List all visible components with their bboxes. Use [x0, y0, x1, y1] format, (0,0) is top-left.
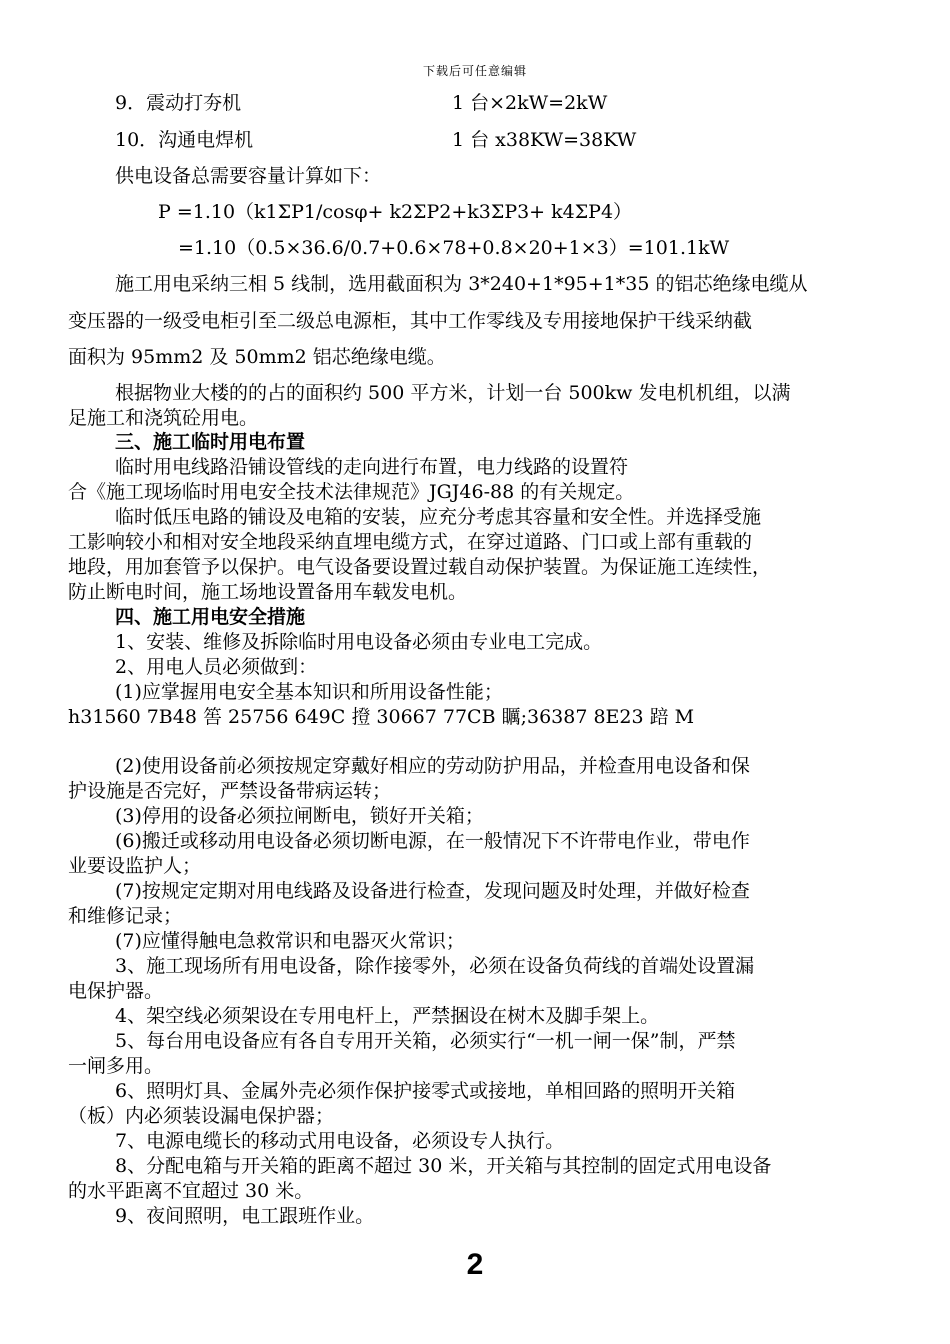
- paragraph-line: 业要设监护人；: [68, 855, 202, 877]
- paragraph-line: 5、每台用电设备应有各自专用开关箱，必须实行“一机一闸一保”制，严禁: [115, 1030, 736, 1052]
- paragraph-line: 的水平距离不宜超过 30 米。: [68, 1180, 314, 1202]
- paragraph-line: 防止断电时间，施工场地设置备用车载发电机。: [68, 581, 468, 603]
- paragraph-line: 和维修记录；: [68, 905, 183, 927]
- paragraph-line: 足施工和浇筑砼用电。: [68, 407, 259, 429]
- equipment-spec: 1 台×2kW=2kW: [452, 92, 608, 114]
- garbled-line: h31560 7B48 筶 25756 649C 撜 30667 77CB 矋;36387 8E23 踣 M: [68, 706, 695, 728]
- paragraph-line: 面积为 95mm2 及 50mm2 铝芯绝缘电缆。: [68, 346, 446, 368]
- paragraph-line: 电保护器。: [68, 980, 164, 1002]
- paragraph-line: 7、电源电缆长的移动式用电设备，必须设专人执行。: [115, 1130, 565, 1152]
- calc-result: =1.10（0.5×36.6/0.7+0.6×78+0.8×20+1×3）=101.1kW: [178, 237, 730, 259]
- paragraph-line: 8、分配电箱与开关箱的距离不超过 30 米，开关箱与其控制的固定式用电设备: [115, 1155, 772, 1177]
- calc-formula: P =1.10（k1ΣP1/cosφ+ k2ΣP2+k3ΣP3+ k4ΣP4）: [158, 201, 633, 223]
- paragraph-line: (1)应掌握用电安全基本知识和所用设备性能；: [115, 681, 503, 703]
- paragraph-line: （板）内必须装设漏电保护器；: [68, 1105, 335, 1127]
- paragraph-line: 工影响较小和相对安全地段采纳直埋电缆方式，在穿过道路、门口或上部有重载的: [68, 531, 753, 553]
- paragraph-line: 合《施工现场临时用电安全技术法律规范》JGJ46-88 的有关规定。: [68, 481, 635, 503]
- page-header: 下载后可任意编辑: [422, 64, 527, 78]
- equipment-name: 9．震动打夯机: [115, 92, 242, 114]
- paragraph-line: 护设施是否完好，严禁设备带病运转；: [68, 780, 392, 802]
- paragraph-line: 2、用电人员必须做到：: [115, 656, 318, 678]
- paragraph-line: (7)应懂得触电急救常识和电器灭火常识；: [115, 930, 465, 952]
- equipment-name: 10．沟通电焊机: [115, 129, 254, 151]
- calc-intro: 供电设备总需要容量计算如下：: [115, 165, 382, 187]
- paragraph-line: 1、安装、维修及拆除临时用电设备必须由专业电工完成。: [115, 631, 603, 653]
- equipment-spec: 1 台 x38KW=38KW: [452, 129, 637, 151]
- paragraph-line: 一闸多用。: [68, 1055, 164, 1077]
- paragraph-line: (6)搬迁或移动用电设备必须切断电源，在一般情况下不许带电作业，带电作: [115, 830, 750, 852]
- paragraph-line: 施工用电采纳三相 5 线制，选用截面积为 3*240+1*95+1*35 的铝芯绝缘电缆从: [115, 273, 808, 295]
- paragraph-line: 3、施工现场所有用电设备，除作接零外，必须在设备负荷线的首端处设置漏: [115, 955, 755, 977]
- paragraph-line: (7)按规定定期对用电线路及设备进行检查，发现问题及时处理，并做好检查: [115, 880, 750, 902]
- paragraph-line: 变压器的一级受电柜引至二级总电源柜，其中工作零线及专用接地保护干线采纳截: [68, 310, 753, 332]
- page-number: 2: [466, 1248, 484, 1281]
- paragraph-line: 根据物业大楼的的占的面积约 500 平方米，计划一台 500kw 发电机机组，以满: [115, 382, 791, 404]
- paragraph-line: 临时用电线路沿铺设管线的走向进行布置，电力线路的设置符: [115, 456, 629, 478]
- paragraph-line: 9、夜间照明，电工跟班作业。: [115, 1205, 375, 1227]
- paragraph-line: (2)使用设备前必须按规定穿戴好相应的劳动防护用品，并检查用电设备和保: [115, 755, 750, 777]
- paragraph-line: 临时低压电路的铺设及电箱的安装，应充分考虑其容量和安全性。并选择受施: [115, 506, 762, 528]
- section-heading: 四、施工用电安全措施: [115, 606, 306, 628]
- paragraph-line: 地段，用加套管予以保护。电气设备要设置过载自动保护装置。为保证施工连续性，: [68, 556, 772, 578]
- section-heading: 三、施工临时用电布置: [115, 431, 306, 453]
- paragraph-line: (3)停用的设备必须拉闸断电，锁好开关箱；: [115, 805, 484, 827]
- paragraph-line: 4、架空线必须架设在专用电杆上，严禁捆设在树木及脚手架上。: [115, 1005, 660, 1027]
- paragraph-line: 6、照明灯具、金属外壳必须作保护接零式或接地，单相回路的照明开关箱: [115, 1080, 736, 1102]
